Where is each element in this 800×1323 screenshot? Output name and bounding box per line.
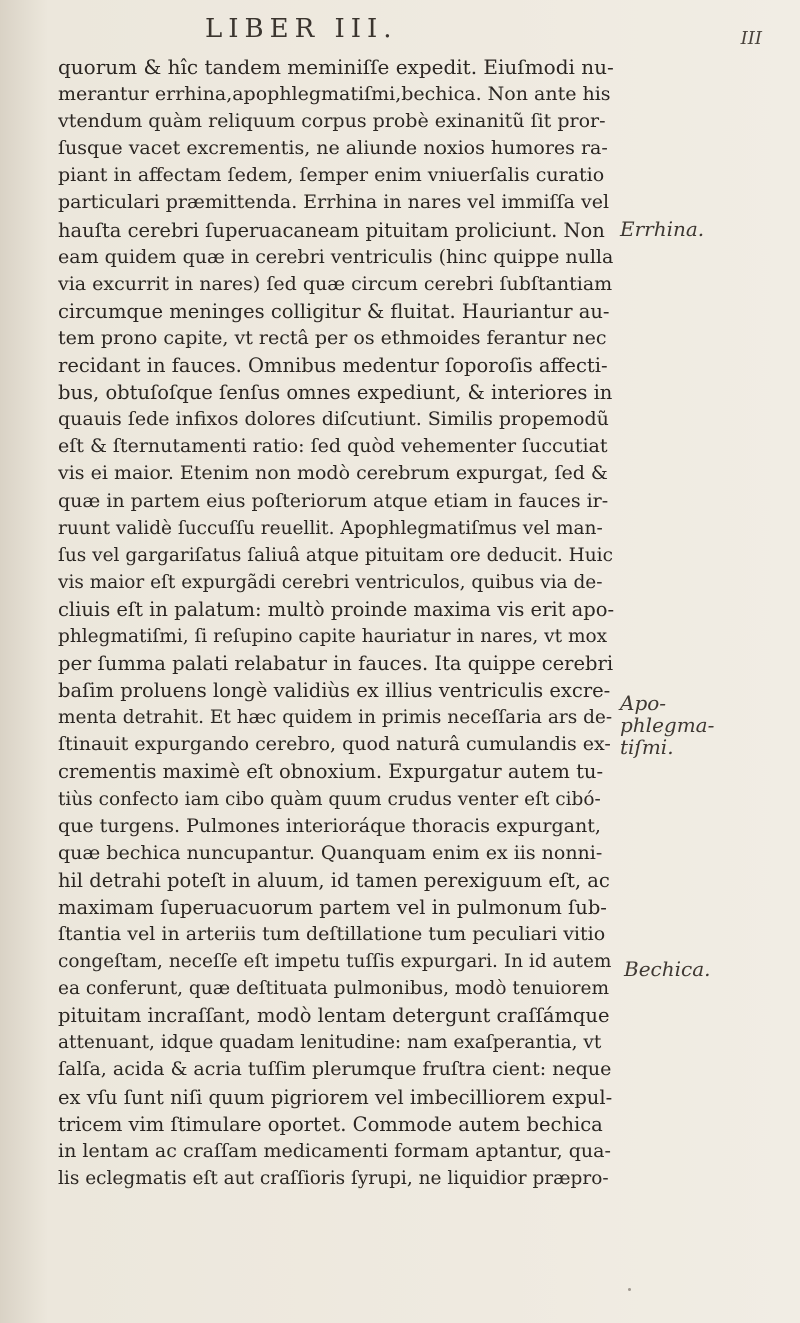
text-line: attenuant, idque quadam lenitudine: nam exaſperantia, vt [58, 1032, 602, 1054]
text-line: crementis maximè eſt obnoxium. Expurgatur autem tu- [58, 760, 604, 784]
text-line: recidant in fauces. Omnibus medentur ſoporoſis affecti- [58, 354, 608, 378]
text-line: quorum & hîc tandem meminiſſe expedit. Eiuſmodi nu- [58, 55, 614, 79]
text-line: que turgens. Pulmones interioráque thoracis expurgant, [58, 814, 601, 837]
text-line: pituitam incraſſant, modò lentam detergunt craſſámque [58, 1004, 610, 1028]
page-header [0, 10, 800, 50]
text-line: ea conferunt, quæ deſtituata pulmonibus, modò tenuiorem [58, 978, 610, 1000]
text-line: particulari præmittenda. Errhina in nares vel immiſſa vel [58, 191, 610, 214]
text-line: ſtinauit expurgando cerebro, quod naturâ cumulandis ex- [58, 733, 611, 756]
text-line: merantur errhina,apophlegmatiſmi,bechica. Non ante his [58, 83, 611, 106]
text-line: quæ in partem eius poſteriorum atque etiam in fauces ir- [58, 489, 609, 512]
text-line: ſusque vacet excrementis, ne aliunde noxios humores ra- [58, 137, 608, 160]
text-line: quauis ſede infixos dolores diſcutiunt. Similis propemodũ [58, 408, 609, 431]
text-line: in lentam ac craſſam medicamenti formam aptantur, qua- [58, 1139, 611, 1162]
text-line: hauſta cerebri ſuperuacaneam pituitam proliciunt. Non [58, 218, 605, 242]
text-line: ſalſa, acida & acria tuſſim plerumque fruſtra cient: neque [58, 1058, 612, 1081]
text-line: via excurrit in nares) ſed quæ circum cerebri ſubſtantiam [58, 272, 613, 295]
text-line: vis ei maior. Etenim non modò cerebrum expurgat, ſed & [58, 462, 608, 485]
text-line: eſt & ſternutamenti ratio: ſed quòd vehementer ſuccutiat [58, 435, 608, 458]
text-line: hil detrahi poteſt in aluum, id tamen perexiguum eſt, ac [58, 868, 610, 892]
text-line: tiùs confecto iam cibo quàm quum crudus venter eſt cibó- [58, 788, 601, 810]
text-line: eam quidem quæ in cerebri ventriculis (hinc quippe nulla [58, 245, 614, 268]
margin-note-errhina: Errhina. [620, 217, 705, 241]
text-line: cliuis eſt in palatum: multò proinde maxima vis erit apo- [58, 597, 614, 621]
ink-speck [628, 1288, 631, 1291]
text-line: tricem vim ſtimulare oportet. Commode autem bechica [58, 1112, 603, 1136]
margin-note-bechica: Bechica. [624, 957, 711, 981]
running-title: LIBER III. [205, 14, 398, 44]
text-line: phlegmatiſmi, ſi reſupino capite hauriatur in nares, vt mox [58, 625, 608, 647]
text-line: piant in affectam ſedem, ſemper enim vniuerſalis curatio [58, 164, 605, 187]
text-line: ſtantia vel in arteriis tum deſtillatione tum peculiari vitio [58, 923, 606, 945]
text-line: quæ bechica nuncupantur. Quanquam enim ex iis nonni- [58, 841, 603, 864]
text-line: baſim proluens longè validiùs ex illius ventriculis excre- [58, 679, 611, 703]
text-line: congeſtam, neceſſe eſt impetu tuſſis expurgari. In id autem [58, 951, 612, 973]
text-line: per ſumma palati relabatur in fauces. Ita quippe cerebri [58, 652, 614, 676]
text-line: ruunt validè ſuccuſſu reuellit. Apophlegmatiſmus vel man- [58, 517, 603, 539]
text-line: maximam ſuperuacuorum partem vel in pulmonum ſub- [58, 895, 607, 919]
text-line: ex vſu ſunt niſi quum pigriorem vel imbecilliorem expul- [58, 1085, 613, 1109]
text-line: lis eclegmatis eſt aut craſſioris ſyrupi, ne liquidior præpro- [58, 1167, 609, 1189]
page-number: III [740, 28, 762, 49]
main-text-block [58, 54, 614, 1192]
text-line: ſus vel gargariſatus ſaliuâ atque pituitam ore deducit. Huic [58, 544, 613, 566]
text-line: tem prono capite, vt rectâ per os ethmoides ferantur nec [58, 326, 607, 349]
margin-note-apophlegmatismi: Apo-phlegma-tiſmi. [620, 691, 715, 759]
text-line: vis maior eſt expurgãdi cerebri ventriculos, quibus via de- [58, 571, 603, 593]
text-line: circumque meninges colligitur & fluitat. Hauriantur au- [58, 299, 610, 323]
text-line: menta detrahit. Et hæc quidem in primis neceſſaria ars de- [58, 707, 613, 729]
text-line: vtendum quàm reliquum corpus probè exinanitũ ſit pror- [58, 110, 606, 133]
text-line: bus, obtuſoſque ſenſus omnes expediunt, & interiores in [58, 381, 613, 405]
